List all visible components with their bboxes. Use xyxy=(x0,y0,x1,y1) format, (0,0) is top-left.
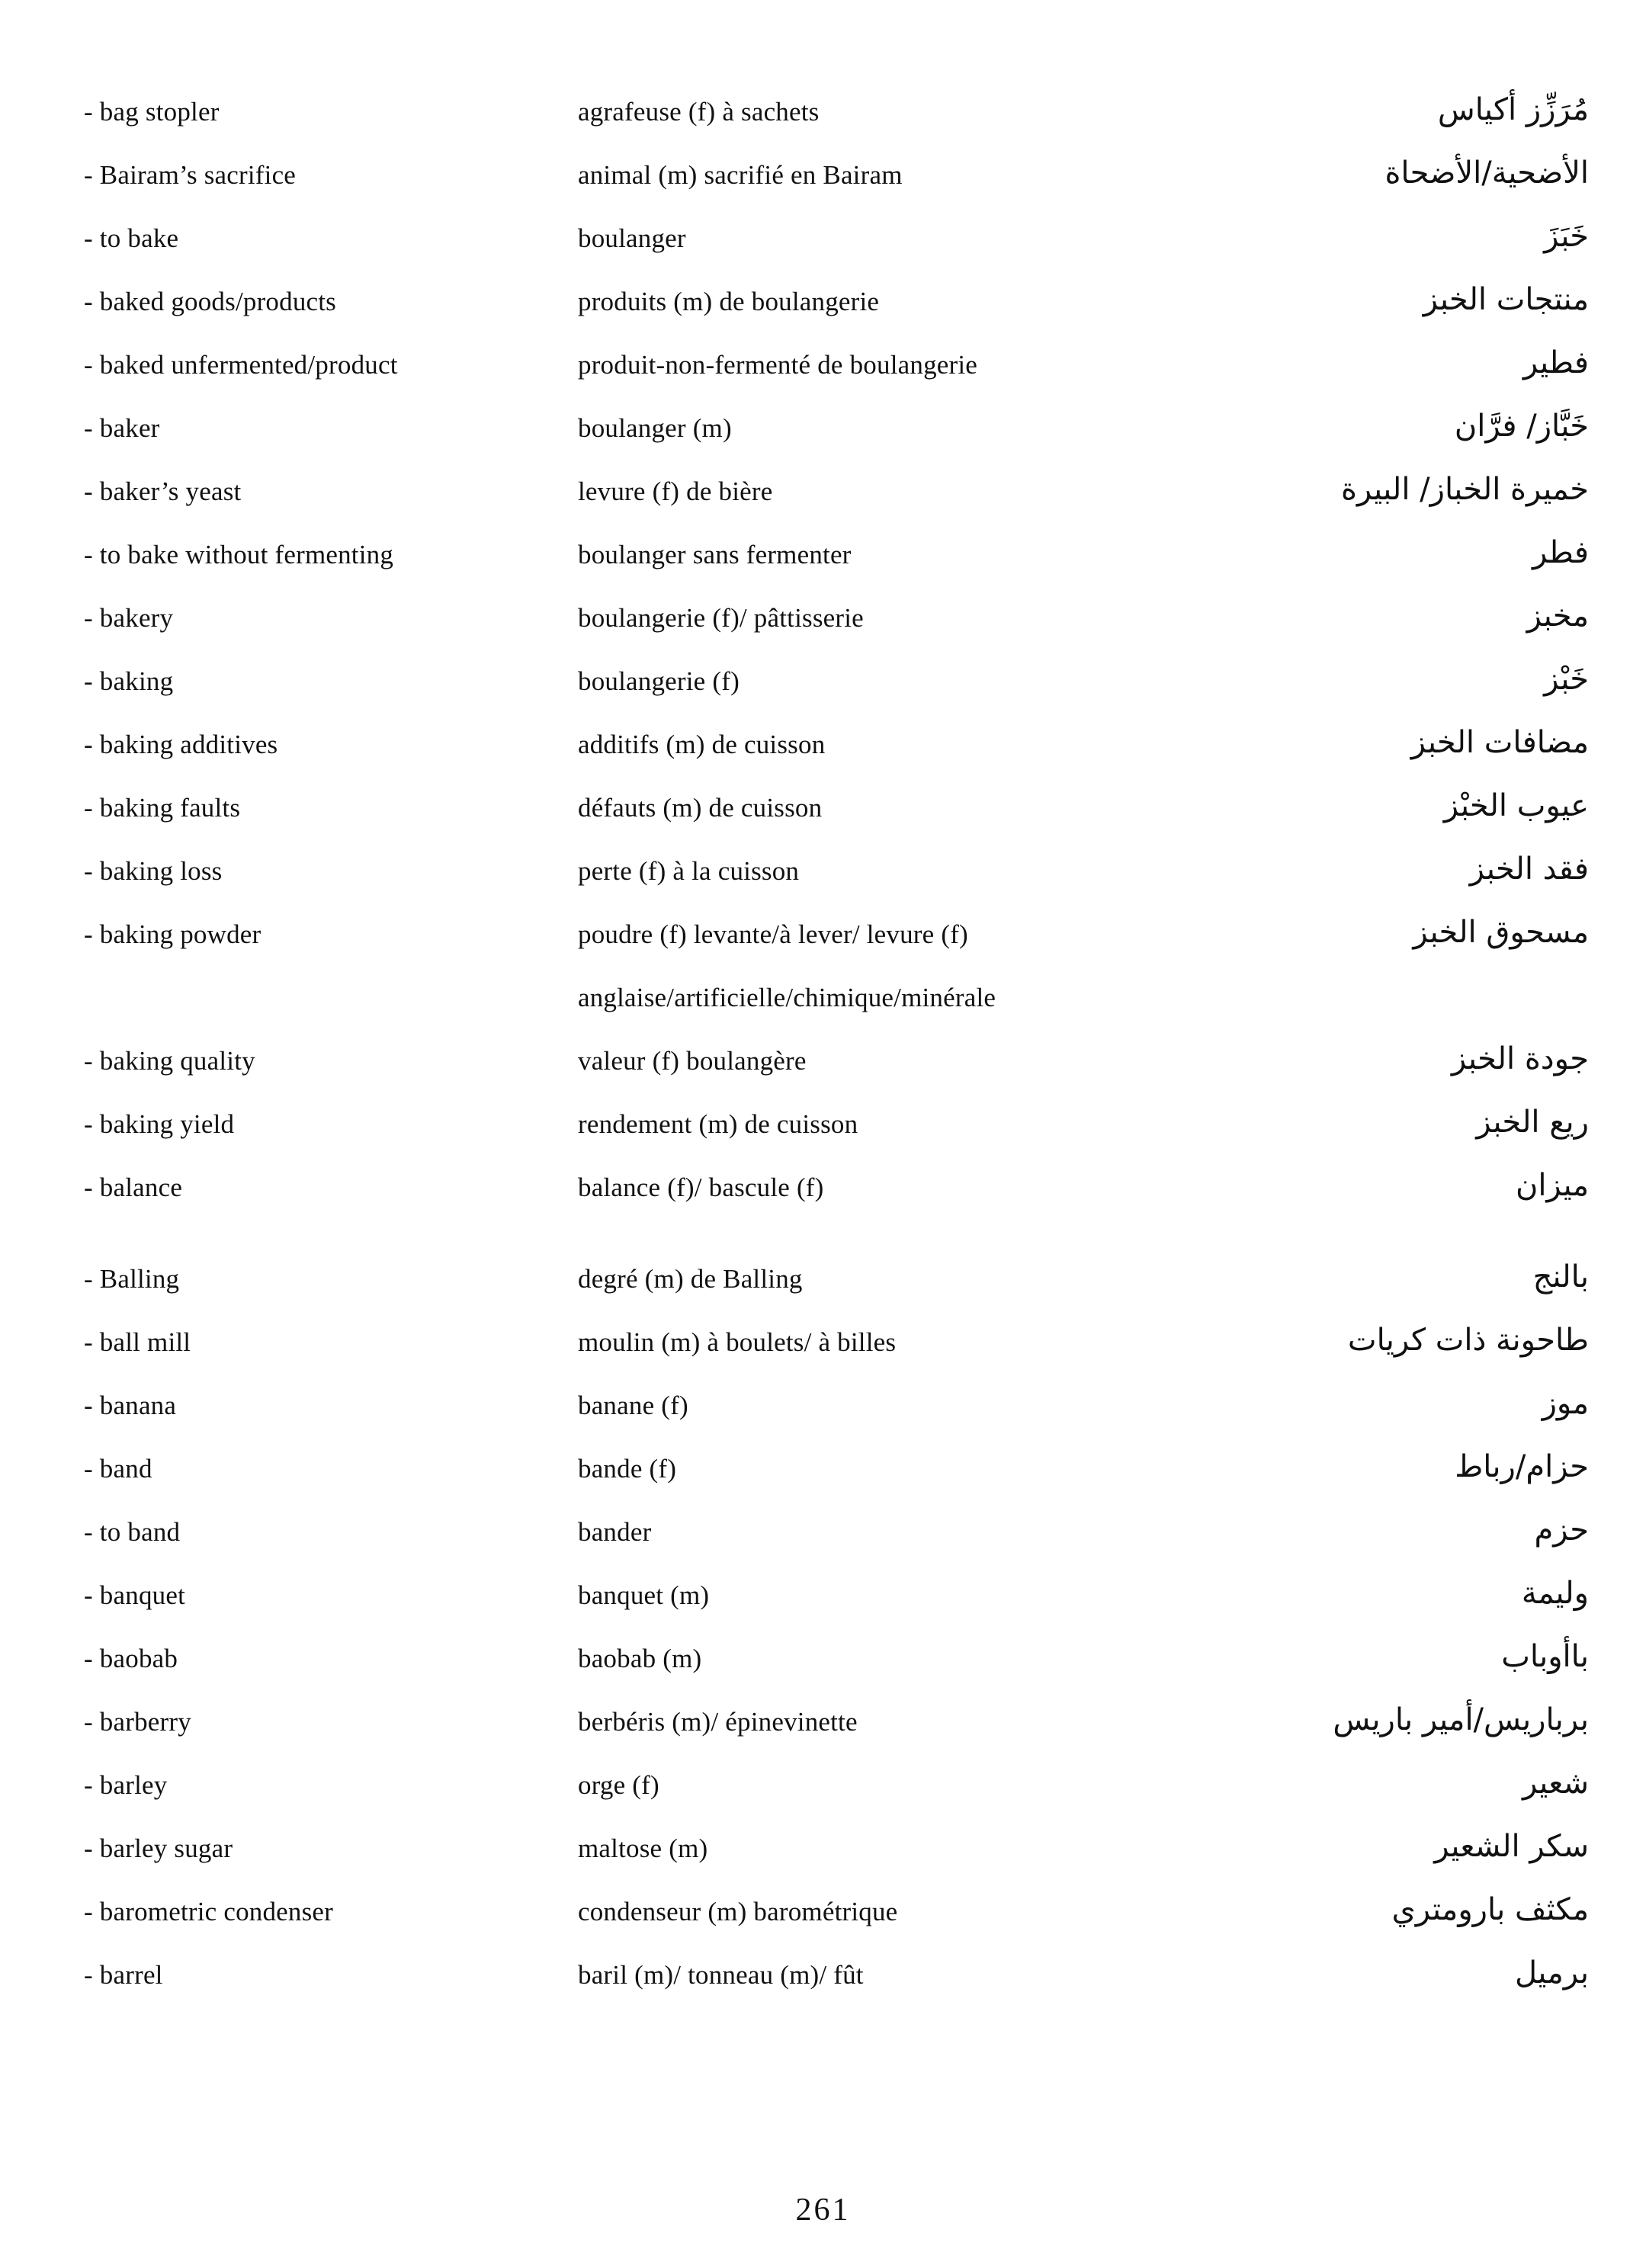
entry-row xyxy=(0,151,1646,212)
english-term: - baobab xyxy=(84,1644,178,1673)
entry-row xyxy=(0,341,1646,402)
english-term: - Balling xyxy=(84,1264,180,1294)
english-term: - barley xyxy=(84,1770,168,1800)
french-term: berbéris (m)/ épinevinette xyxy=(578,1707,858,1737)
english-term: - barrel xyxy=(84,1960,163,1990)
arabic-term: حزام/رباط xyxy=(1455,1449,1589,1484)
arabic-term: طاحونة ذات كريات xyxy=(1347,1323,1589,1358)
english-term: - bag stopler xyxy=(84,97,220,127)
arabic-term: خَبَزَ xyxy=(1544,219,1589,254)
english-term: - baking yield xyxy=(84,1109,235,1139)
arabic-term: بالنج xyxy=(1532,1259,1589,1294)
french-term: produit-non-fermenté de boulangerie xyxy=(578,350,978,380)
french-term: orge (f) xyxy=(578,1770,659,1800)
arabic-term: برباريس/أمير باريس xyxy=(1333,1702,1589,1737)
arabic-term: عيوب الخبْز xyxy=(1443,788,1589,823)
arabic-term: مخبز xyxy=(1526,598,1589,634)
english-term: - to band xyxy=(84,1517,181,1547)
french-term: banane (f) xyxy=(578,1391,688,1420)
arabic-term: مسحوق الخبز xyxy=(1413,915,1589,950)
arabic-term: ميزان xyxy=(1515,1168,1589,1203)
english-term: - Bairam’s sacrifice xyxy=(84,160,297,190)
french-term: boulangerie (f)/ pâttisserie xyxy=(578,603,864,633)
english-term: - ball mill xyxy=(84,1327,191,1357)
english-term: - banquet xyxy=(84,1580,185,1610)
entry-row xyxy=(0,594,1646,655)
french-term: banquet (m) xyxy=(578,1580,710,1610)
english-term: - baked goods/products xyxy=(84,287,337,316)
arabic-term: فطير xyxy=(1522,345,1589,380)
arabic-term: برميل xyxy=(1515,1955,1589,1991)
entry-row xyxy=(0,1951,1646,2012)
english-term: - baking xyxy=(84,666,174,696)
entry-row xyxy=(0,214,1646,275)
entry-row xyxy=(0,720,1646,781)
arabic-term: الأضحية/الأضحاة xyxy=(1385,156,1589,191)
page-number: 261 xyxy=(795,2193,851,2228)
entry-row xyxy=(0,1318,1646,1379)
entry-row xyxy=(0,467,1646,528)
arabic-term: شعير xyxy=(1522,1766,1589,1801)
arabic-term: فقد الخبز xyxy=(1469,852,1589,887)
arabic-term: مضافات الخبز xyxy=(1410,725,1589,760)
english-term: - baking quality xyxy=(84,1046,255,1076)
entry-row xyxy=(0,847,1646,908)
french-term: agrafeuse (f) à sachets xyxy=(578,97,820,127)
arabic-term: خَبْز xyxy=(1544,662,1589,697)
english-term: - bakery xyxy=(84,603,174,633)
english-term: - to bake xyxy=(84,223,179,253)
english-term: - baker’s yeast xyxy=(84,476,242,506)
arabic-term: ريع الخبز xyxy=(1476,1105,1589,1140)
french-term: boulanger sans fermenter xyxy=(578,540,852,569)
arabic-term: خَبَّاز/ فرَّان xyxy=(1454,409,1589,444)
entry-row xyxy=(0,1100,1646,1161)
arabic-term: حزم xyxy=(1534,1513,1589,1548)
english-term: - barberry xyxy=(84,1707,191,1737)
arabic-term: فطر xyxy=(1532,535,1589,570)
english-term: - baking powder xyxy=(84,919,261,949)
french-term: perte (f) à la cuisson xyxy=(578,856,800,886)
entry-row xyxy=(0,1381,1646,1442)
arabic-term: مُرَزِّز أكياس xyxy=(1437,92,1589,127)
english-term: - baking additives xyxy=(84,730,278,759)
french-term: rendement (m) de cuisson xyxy=(578,1109,858,1139)
entry-row xyxy=(0,1037,1646,1098)
arabic-term: جودة الخبز xyxy=(1451,1041,1589,1076)
entry-row xyxy=(0,784,1646,845)
english-term: - barometric condenser xyxy=(84,1897,334,1926)
arabic-term: سكر الشعير xyxy=(1434,1829,1589,1864)
entry-row xyxy=(0,1888,1646,1949)
english-term: - baker xyxy=(84,413,160,443)
entry-row xyxy=(0,1163,1646,1224)
french-term: poudre (f) levante/à lever/ levure (f) xyxy=(578,919,968,949)
entry-row xyxy=(0,531,1646,592)
arabic-term: وليمة xyxy=(1521,1576,1589,1611)
french-term: maltose (m) xyxy=(578,1833,708,1863)
french-term: moulin (m) à boulets/ à billes xyxy=(578,1327,897,1357)
entry-row xyxy=(0,1571,1646,1632)
entry-row xyxy=(0,1255,1646,1316)
entry-row xyxy=(0,657,1646,718)
english-term: - barley sugar xyxy=(84,1833,233,1863)
french-term: boulanger xyxy=(578,223,686,253)
english-term: - baking loss xyxy=(84,856,223,886)
arabic-term: باأوباب xyxy=(1501,1639,1589,1674)
french-term: condenseur (m) barométrique xyxy=(578,1897,898,1926)
entry-row xyxy=(0,404,1646,465)
french-term: additifs (m) de cuisson xyxy=(578,730,826,759)
french-term: bander xyxy=(578,1517,652,1547)
arabic-term: منتجات الخبز xyxy=(1423,282,1589,317)
entry-row xyxy=(0,1445,1646,1506)
french-term: baril (m)/ tonneau (m)/ fût xyxy=(578,1960,864,1990)
french-term: valeur (f) boulangère xyxy=(578,1046,807,1076)
french-term: balance (f)/ bascule (f) xyxy=(578,1172,824,1202)
english-term: - band xyxy=(84,1454,152,1484)
french-term: boulangerie (f) xyxy=(578,666,740,696)
entry-row xyxy=(0,1698,1646,1759)
french-term-continuation: anglaise/artificielle/chimique/minérale xyxy=(578,983,996,1012)
english-term: - baking faults xyxy=(84,793,241,823)
entry-row xyxy=(0,1824,1646,1885)
english-term: - to bake without fermenting xyxy=(84,540,394,569)
french-term: bande (f) xyxy=(578,1454,677,1484)
french-term: animal (m) sacrifié en Bairam xyxy=(578,160,903,190)
entry-row xyxy=(0,1761,1646,1822)
french-term: produits (m) de boulangerie xyxy=(578,287,880,316)
french-term: levure (f) de bière xyxy=(578,476,773,506)
french-term: baobab (m) xyxy=(578,1644,702,1673)
french-term: défauts (m) de cuisson xyxy=(578,793,823,823)
english-term: - banana xyxy=(84,1391,177,1420)
french-term: boulanger (m) xyxy=(578,413,732,443)
arabic-term: موز xyxy=(1542,1386,1589,1421)
entry-row xyxy=(0,88,1646,149)
arabic-term: مكثف بارومتري xyxy=(1391,1892,1589,1927)
french-term: degré (m) de Balling xyxy=(578,1264,803,1294)
entry-row xyxy=(0,1634,1646,1695)
entry-row xyxy=(0,1508,1646,1569)
english-term: - balance xyxy=(84,1172,183,1202)
entry-row xyxy=(0,277,1646,338)
entry-row xyxy=(0,974,1646,1035)
english-term: - baked unfermented/product xyxy=(84,350,398,380)
entry-row xyxy=(0,910,1646,971)
arabic-term: خميرة الخباز/ البيرة xyxy=(1340,472,1589,507)
